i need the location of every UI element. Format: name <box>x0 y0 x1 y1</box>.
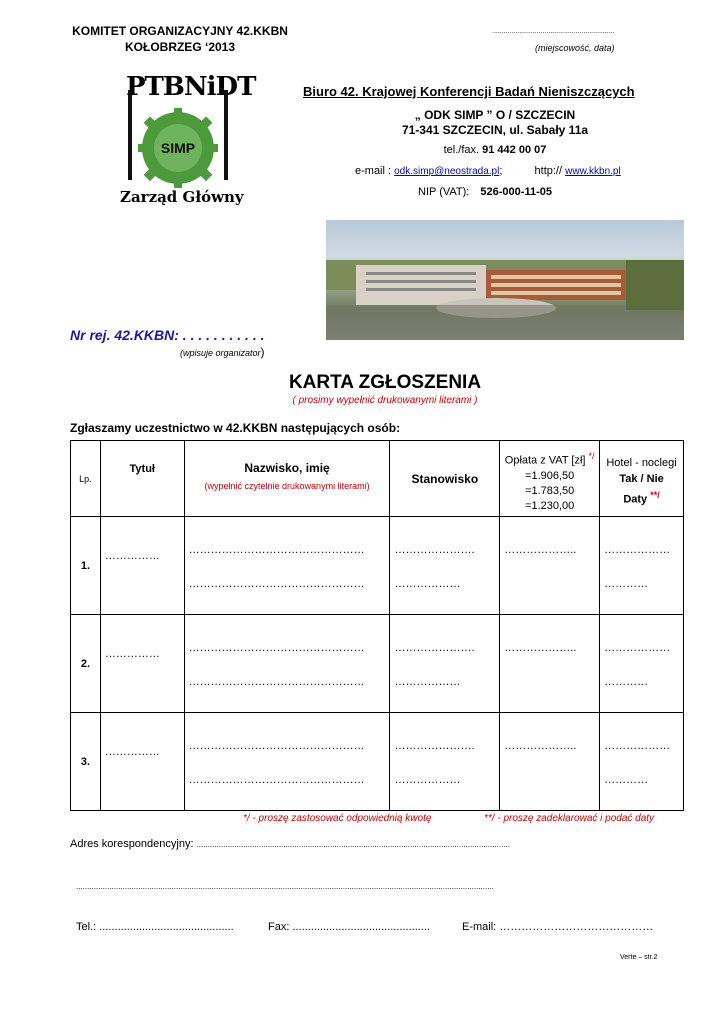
office-org: „ ODK SIMP ” O / SZCZECIN <box>414 108 576 122</box>
hotel-dots-2[interactable]: ………… <box>604 774 649 786</box>
logo-bottom-text: Zarząd Główny <box>120 188 244 206</box>
office-tel <box>330 144 660 156</box>
tel-label: tel./fax. <box>443 144 480 156</box>
daty-label: Daty <box>623 493 648 506</box>
footnote-1: */ - proszę zastosować odpowiednią kwotę <box>243 813 432 824</box>
registration-note-close: ) <box>260 345 265 359</box>
row-stanowisko[interactable] <box>390 517 500 615</box>
hotel-dots-1[interactable]: ……………… <box>604 642 671 654</box>
tak-nie-label: Tak / Nie <box>619 473 664 485</box>
fee-dots[interactable]: ……………….. <box>504 544 577 556</box>
hotel-label: Hotel - noclegi <box>606 457 677 469</box>
logo-top-text: PTBNiDT <box>126 72 256 102</box>
stan-dots-2[interactable]: ……………… <box>394 676 461 688</box>
tel-field[interactable]: Tel.: ............................................ <box>76 921 234 933</box>
fee-option-1: =1.906,50 <box>525 469 575 482</box>
header-nazwisko-label: Nazwisko, imię <box>244 461 330 475</box>
place-date-dots[interactable]: ............................................................... <box>492 28 615 35</box>
stan-dots-1[interactable]: …………………. <box>394 642 475 654</box>
header-stanowisko <box>390 441 500 517</box>
table-row <box>71 517 684 615</box>
oplata-label-row <box>500 449 599 469</box>
row-hotel[interactable] <box>600 713 684 811</box>
stan-dots-2[interactable]: ……………… <box>394 774 461 786</box>
row-name[interactable] <box>184 615 390 713</box>
registration-note-text: (wpisuje organizator <box>180 348 261 358</box>
intro-text: Zgłaszamy uczestnictwo w 42.KKBN następujących osób: <box>70 421 401 435</box>
row-tytul[interactable] <box>100 713 184 811</box>
table-header-row <box>71 441 684 517</box>
email-label: e-mail : <box>355 165 392 177</box>
oplata-mark: */ <box>588 451 595 461</box>
header-tytul <box>100 441 184 517</box>
hotel-photo <box>326 220 684 340</box>
office-email-row <box>355 165 621 177</box>
header-nazwisko <box>184 441 390 517</box>
row-stanowisko[interactable] <box>390 615 500 713</box>
header-oplata <box>500 441 600 517</box>
email-field[interactable]: E-mail: …………………………………… <box>462 921 654 933</box>
footnote-2: **/ - proszę zadeklarować i podać daty <box>484 813 655 824</box>
header-lp-label: Lp. <box>79 473 92 484</box>
oplata-label: Opłata z VAT [zł] <box>504 454 586 467</box>
office-nip <box>418 186 552 198</box>
daty-mark: **/ <box>650 490 660 500</box>
address-dots-1[interactable]: ............................................................................................................................................. <box>196 840 510 849</box>
name-dots-2[interactable]: ………………………………………… <box>188 774 365 786</box>
website-link[interactable]: www.kkbn.pl <box>565 166 621 177</box>
table-row <box>71 615 684 713</box>
row-lp: 2. <box>71 615 101 713</box>
office-address: 71-341 SZCZECIN, ul. Sabały 11a <box>401 123 589 137</box>
nip-label: NIP (VAT): <box>418 186 470 198</box>
place-date-label: (miejscowość, data) <box>535 43 615 53</box>
tel-value: 91 442 00 07 <box>482 144 547 156</box>
stan-dots-2[interactable]: ……………… <box>394 578 461 590</box>
hotel-dots-1[interactable]: ……………… <box>604 544 671 556</box>
row-fee[interactable] <box>500 517 600 615</box>
hotel-dots-1[interactable]: ……………… <box>604 740 671 752</box>
name-dots-1[interactable]: ………………………………………… <box>188 740 365 752</box>
fee-option-3: =1.230,00 <box>525 499 575 512</box>
registration-note <box>180 345 265 359</box>
http-label: http:// <box>534 165 563 177</box>
row-fee[interactable] <box>500 713 600 811</box>
ptbnidt-logo <box>120 70 256 210</box>
row-stanowisko[interactable] <box>390 713 500 811</box>
tytul-dots[interactable]: …………… <box>104 746 160 758</box>
fee-option-2: =1.783,50 <box>525 484 575 497</box>
row-fee[interactable] <box>500 615 600 713</box>
row-name[interactable] <box>184 517 390 615</box>
stan-dots-1[interactable]: …………………. <box>394 740 475 752</box>
registration-number[interactable]: Nr rej. 42.KKBN: . . . . . . . . . . . <box>70 327 265 343</box>
address-row <box>70 838 510 850</box>
row-tytul[interactable] <box>100 615 184 713</box>
name-dots-1[interactable]: ………………………………………… <box>188 544 365 556</box>
email-link[interactable]: odk.simp@neostrada.pl <box>394 166 500 177</box>
page-note: Verte – str.2 <box>620 954 658 961</box>
row-lp: 1. <box>71 517 101 615</box>
header-nazwisko-note: (wypełnić czytelnie drukowanymi literami) <box>204 481 370 491</box>
daty-row <box>600 487 683 508</box>
committee-line1: KOMITET ORGANIZACYJNY 42.KKBN <box>72 24 288 38</box>
nip-value: 526-000-11-05 <box>480 186 552 198</box>
form-title: KARTA ZGŁOSZENIA <box>288 372 482 393</box>
row-hotel[interactable] <box>600 615 684 713</box>
email-sep: ; <box>499 165 503 177</box>
address-dots-2[interactable]: ............................................................................................................................................................................................ <box>76 882 494 891</box>
stan-dots-1[interactable]: …………………. <box>394 544 475 556</box>
table-row <box>71 713 684 811</box>
row-tytul[interactable] <box>100 517 184 615</box>
row-name[interactable] <box>184 713 390 811</box>
fee-dots[interactable]: ……………….. <box>504 740 577 752</box>
logo-center-text: SIMP <box>160 140 196 156</box>
name-dots-2[interactable]: ………………………………………… <box>188 676 365 688</box>
row-hotel[interactable] <box>600 517 684 615</box>
participants-table <box>70 440 684 811</box>
row-lp: 3. <box>71 713 101 811</box>
header-tytul-label: Tytuł <box>129 463 155 475</box>
name-dots-2[interactable]: ………………………………………… <box>188 578 365 590</box>
fee-dots[interactable]: ……………….. <box>504 642 577 654</box>
committee-line2: KOŁOBRZEG ‘2013 <box>124 40 236 54</box>
hotel-dots-2[interactable]: ………… <box>604 676 649 688</box>
name-dots-1[interactable]: ………………………………………… <box>188 642 365 654</box>
hotel-dots-2[interactable]: ………… <box>604 578 649 590</box>
header-lp <box>71 441 101 517</box>
form-subtitle: ( prosimy wypełnić drukowanymi literami ) <box>292 395 478 406</box>
header-stanowisko-label: Stanowisko <box>411 471 479 486</box>
fax-field[interactable]: Fax: ............................................. <box>268 921 430 933</box>
office-title: Biuro 42. Krajowej Konferencji Badań Nieniszczących <box>303 84 635 99</box>
tytul-dots[interactable]: …………… <box>104 550 160 562</box>
header-hotel <box>600 441 684 517</box>
tytul-dots[interactable]: …………… <box>104 648 160 660</box>
address-label: Adres korespondencyjny: <box>70 838 194 850</box>
